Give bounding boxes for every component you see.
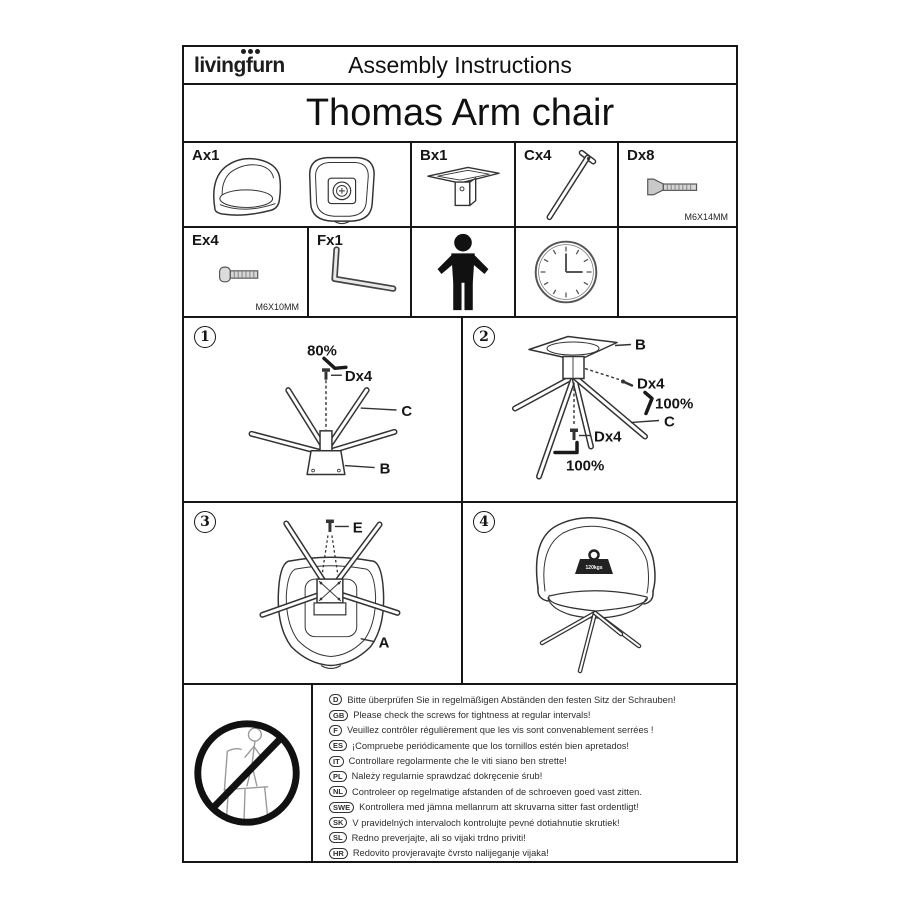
note-row-nl <box>329 784 732 799</box>
note-row-sl <box>329 830 732 845</box>
step-1-leg-label: C <box>401 403 413 420</box>
product-title: Thomas Arm chair <box>305 91 615 134</box>
part-id-e: Ex4 <box>192 232 219 249</box>
step-1-screw-label: Dx4 <box>344 369 373 386</box>
part-cell-empty <box>619 228 736 316</box>
step-2-screw2-label: Dx4 <box>594 428 622 446</box>
note-row-it <box>329 753 732 768</box>
footer-row <box>184 685 736 861</box>
lang-badge-nl: NL <box>329 786 347 797</box>
steps-row-1 <box>184 318 736 503</box>
note-text-es: ¡Compruebe periódicamente que los tornillos estén bien apretados! <box>352 740 630 751</box>
brand-logo-text: livingfurn <box>194 54 285 77</box>
step-1-panel <box>184 318 463 501</box>
part-spec-d: M6X14MM <box>684 212 728 222</box>
lang-badge-sl: SL <box>329 832 347 843</box>
step-2-number: 2 <box>473 326 495 348</box>
step-2-diagram <box>463 318 736 501</box>
step-2-torque2-label: 100% <box>566 457 605 475</box>
parts-row-2 <box>184 228 736 318</box>
header-row <box>184 47 736 85</box>
lang-badge-hr: HR <box>329 848 348 859</box>
part-cell-f <box>309 228 412 316</box>
clock-icon <box>516 228 617 316</box>
step-3-bolt-label: E <box>352 520 363 537</box>
lang-badge-sk: SK <box>329 817 347 828</box>
part-id-d: Dx8 <box>627 147 655 164</box>
step-2-panel <box>463 318 736 501</box>
note-text-hr: Redovito provjeravajte čvrsto nalijeganje vijaka! <box>352 848 549 859</box>
note-row-fr <box>329 723 732 738</box>
part-id-a: Ax1 <box>192 147 220 164</box>
note-text-de: Bitte überprüfen Sie in regelmäßigen Abständen den festen Sitz der Schrauben! <box>347 694 676 705</box>
step-4-panel <box>463 503 736 683</box>
step-4-number: 4 <box>473 511 495 533</box>
one-person-icon <box>412 228 514 316</box>
step-1-base-label: B <box>379 461 391 478</box>
page-title: Assembly Instructions <box>348 51 572 78</box>
lang-badge-it: IT <box>329 756 344 767</box>
part-cell-b <box>412 143 516 226</box>
part-id-c: Cx4 <box>524 147 552 164</box>
step-3-seat-label: A <box>378 635 390 652</box>
note-row-hr <box>329 846 732 861</box>
note-row-swe <box>329 800 732 815</box>
instruction-sheet <box>182 45 738 863</box>
note-text-fr: Veuillez contrôler régulièrement que les vis sont convenablement serrées ! <box>347 725 654 736</box>
note-row-pl <box>329 769 732 784</box>
step-1-torque-label: 80% <box>307 343 337 360</box>
note-text-it: Controllare regolarmente che le viti siano ben strette! <box>348 756 567 767</box>
lang-badge-pl: PL <box>329 771 347 782</box>
lang-badge-gb: GB <box>329 710 348 721</box>
step-1-number: 1 <box>194 326 216 348</box>
part-cell-e <box>184 228 309 316</box>
steps-row-2 <box>184 503 736 685</box>
brand-logo-dots-icon <box>241 49 260 54</box>
note-text-pl: Należy regularnie sprawdzać dokręcenie śrub! <box>351 771 543 782</box>
part-spec-e: M6X10MM <box>255 302 299 312</box>
no-standing-on-chair-icon <box>184 685 311 861</box>
warning-cell <box>184 685 313 861</box>
weight-icon <box>575 551 613 575</box>
brand-logo <box>194 54 285 78</box>
lang-badge-swe: SWE <box>329 802 354 813</box>
part-id-b: Bx1 <box>420 147 448 164</box>
maintenance-notes <box>313 685 736 861</box>
weight-label: 120kgs <box>585 565 603 571</box>
lang-badge-fr: F <box>329 725 342 736</box>
note-text-nl: Controleer op regelmatige afstanden of de schroeven goed vast zitten. <box>352 786 642 797</box>
part-cell-time <box>516 228 619 316</box>
step-1-diagram <box>184 318 461 501</box>
part-cell-a <box>184 143 412 226</box>
step-2-leg-label: C <box>664 413 675 431</box>
step-2-base-label: B <box>635 336 646 354</box>
step-2-screw1-label: Dx4 <box>637 375 665 393</box>
step-3-panel <box>184 503 463 683</box>
step-2-torque1-label: 100% <box>655 395 694 413</box>
note-text-gb: Please check the screws for tightness at regular intervals! <box>353 710 591 721</box>
notes-cell <box>313 685 736 861</box>
product-title-row <box>184 85 736 143</box>
step-3-diagram <box>184 503 461 683</box>
note-row-es <box>329 738 732 753</box>
part-cell-d <box>619 143 736 226</box>
step-4-diagram <box>463 503 736 683</box>
part-cell-person <box>412 228 516 316</box>
lang-badge-es: ES <box>329 740 347 751</box>
step-3-number: 3 <box>194 511 216 533</box>
part-cell-c <box>516 143 619 226</box>
note-row-de <box>329 692 732 707</box>
note-row-gb <box>329 707 732 722</box>
note-text-sl: Redno preverjajte, ali so vijaki trdno priviti! <box>351 832 526 843</box>
lang-badge-de: D <box>329 694 342 705</box>
parts-row-1 <box>184 143 736 228</box>
part-id-f: Fx1 <box>317 232 343 249</box>
note-text-sk: V pravidelných intervaloch kontrolujte pevné dotiahnutie skrutiek! <box>352 817 620 828</box>
note-row-sk <box>329 815 732 830</box>
note-text-swe: Kontrollera med jämna mellanrum att skruvarna sitter fast ordentligt! <box>359 802 639 813</box>
